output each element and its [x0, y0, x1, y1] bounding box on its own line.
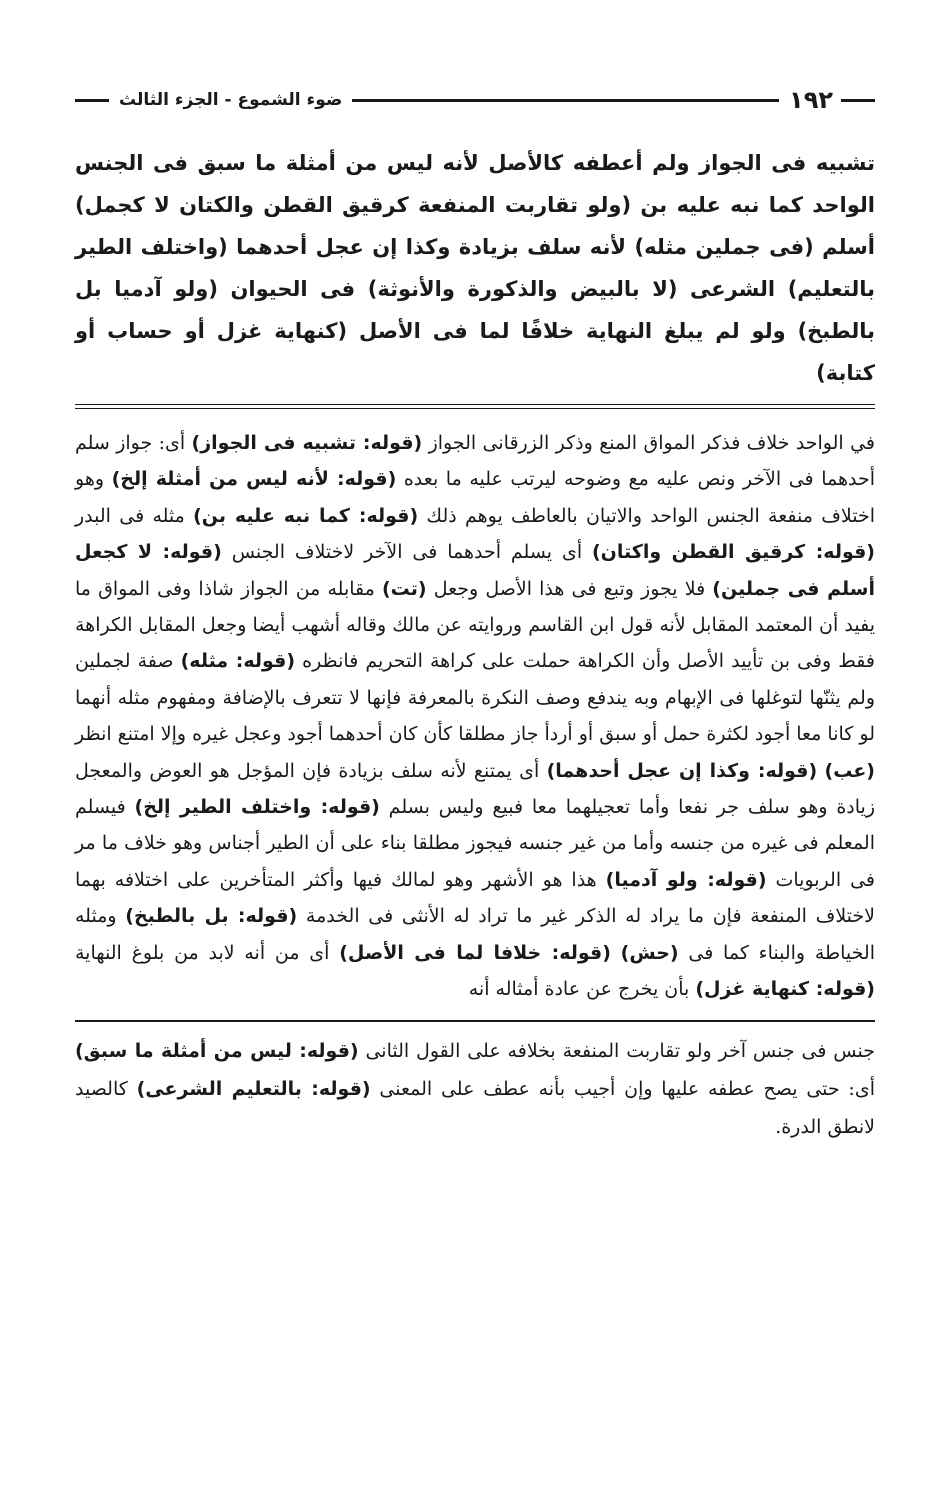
- quoted-keyword: (قوله: بل بالطبخ): [125, 905, 298, 928]
- footnote-gloss: [75, 1032, 875, 1146]
- quoted-keyword: (قوله: خلافا لما فى الأصل): [339, 941, 611, 964]
- running-header: [75, 82, 875, 118]
- text-run: أى من أنه لابد من بلوغ النهاية: [75, 941, 340, 964]
- quoted-keyword: (قوله: بالتعليم الشرعى): [136, 1077, 371, 1100]
- quoted-keyword: (قوله: مثله): [180, 650, 296, 673]
- quoted-keyword: (قوله: لأنه ليس من أمثلة إلخ): [111, 468, 397, 491]
- divider: [75, 1020, 875, 1022]
- quoted-keyword: (قوله: كنهاية غزل): [695, 978, 875, 1001]
- quoted-keyword: (قوله: وكذا إن عجل أحدهما): [546, 759, 818, 782]
- running-title: ضوء الشموع - الجزء الثالث: [119, 90, 343, 110]
- quoted-keyword: (قوله: واختلف الطير إلخ): [134, 796, 380, 819]
- quoted-keyword: (قوله: لا كجعل أسلم فى جملين): [75, 541, 875, 600]
- page-number: ١٩٢: [789, 86, 833, 114]
- text-run: ومثله الخياطة والبناء كما فى: [75, 905, 875, 964]
- main-text-paragraph: تشبيه فى الجواز ولم أعطفه كالأصل لأنه ليس من أمثلة ما سبق فى الجنس الواحد كما نبه عليه بن (ولو تقاربت المنفعة كرقيق القطن والكتان لا كجمل) أسلم (فى جملين مثله) لأنه سلف بزيادة وكذا إن عجل أحدهما (واختلف الطير بالتعليم) الشرعى (لا بالبيض والذكورة والأنوثة) فى الحيوان (ولو آدميا بل بالطبخ) ولو لم يبلغ النهاية خلافًا لما فى الأصل (كنهاية غزل أو حساب أو كتابة): [75, 151, 875, 385]
- text-run: جنس فى جنس آخر ولو تقاربت المنفعة بخلافه على القول الثانى: [358, 1039, 875, 1062]
- text-run: كالصيد لانطق الدرة.: [75, 1077, 875, 1138]
- header-dash: [841, 99, 875, 102]
- quoted-keyword: (قوله: ولو آدميا): [605, 868, 767, 891]
- text-run: مقابله من الجواز شاذا وفى المواق ما يفيد أن المعتمد المقابل لأنه قول ابن القاسم وروايته عن مالك وقاله أشهب أيضا وجعل المقابل الكراهة فقط وفى بن تأييد الأصل وأن الكراهة حملت على كراهة التحريم فانظره: [75, 577, 875, 673]
- text-run: في الواحد خلاف فذكر المواق المنع وذكر الزرقانى الجواز: [422, 432, 875, 454]
- quoted-keyword: (قوله: ليس من أمثلة ما سبق): [75, 1039, 359, 1062]
- text-run: فيسلم المعلم فى غيره من جنسه وأما من غير جنسه فيجوز مطلقا بناء على أن الطير أجناس وهو خلاف ما مر فى الربويات: [75, 796, 875, 891]
- main-text: [75, 142, 875, 394]
- quoted-keyword: (قوله: كما نبه عليه بن): [193, 504, 419, 527]
- text-run: مثله فى البدر: [75, 504, 194, 527]
- quoted-keyword: (قوله: كرقيق القطن واكتان): [592, 541, 875, 564]
- text-run: أى يسلم أحدهما فى الآخر لاختلاف الجنس: [221, 541, 592, 564]
- text-run: صفة لجملين ولم يثنّها لتوغلها فى الإبهام وبه يندفع وصف النكرة بالمعرفة فإنها لا تتعرف بالإضافة ومفهوم مثله أنهما لو كانا معا أجود لكثرة حمل أو سبق أو أردأ جاز مطلقا كأن كان أحدهما أجود وعجل غيره وإلا امتنع انظر: [75, 650, 875, 746]
- book-page: [75, 82, 875, 1146]
- commentary-paragraph: [75, 425, 875, 1008]
- text-run: أى: حتى يصح عطفه عليها وإن أجيب بأنه عطف على المعنى: [370, 1077, 875, 1100]
- double-divider: [75, 404, 875, 409]
- quoted-keyword: (عب): [824, 759, 875, 782]
- text-run: بأن يخرج عن عادة أمثاله أنه: [468, 978, 696, 1001]
- text-run: [611, 942, 621, 964]
- text-run: وهو اختلاف منفعة الجنس الواحد والاتيان بالعاطف يوهم ذلك: [75, 468, 875, 527]
- text-run: [817, 760, 824, 782]
- gloss-paragraph: [75, 1032, 875, 1146]
- text-run: أى: جواز سلم أحدهما فى الآخر ونص عليه مع وضوحه ليرتب عليه ما بعده: [75, 432, 875, 491]
- header-dash: [75, 99, 109, 102]
- commentary: [75, 425, 875, 1008]
- quoted-keyword: (تت): [381, 577, 427, 600]
- text-run: أى يمتنع لأنه سلف بزيادة فإن المؤجل هو العوض والمعجل زيادة وهو سلف جر نفعا وأما تعجيلهما معا فبيع وليس بسلم: [75, 759, 875, 819]
- text-run: فلا يجوز وتبع فى هذا الأصل وجعل: [426, 577, 713, 600]
- header-rule: [352, 99, 779, 102]
- text-run: هذا هو الأشهر وهو لمالك فيها وأكثر المتأخرين على اختلافه بهما لاختلاف المنفعة فإن ما يراد له الذكر غير ما تراد له الأنثى فى الخدمة: [75, 868, 875, 928]
- quoted-keyword: (حش): [620, 941, 679, 964]
- quoted-keyword: (قوله: تشبيه فى الجواز): [191, 432, 423, 454]
